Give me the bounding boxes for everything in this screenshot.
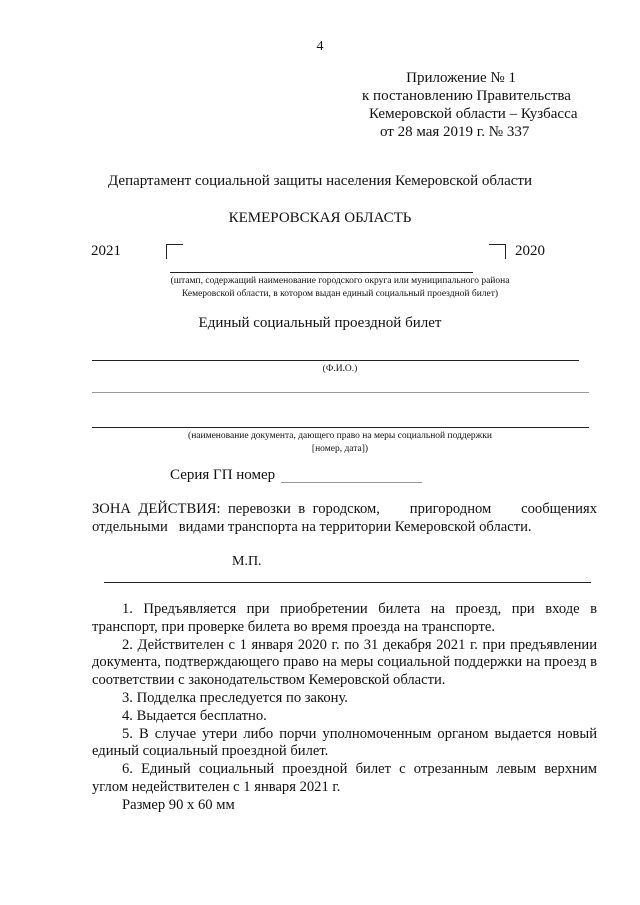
page-number: 4: [316, 39, 324, 54]
stamp-corner-right: [489, 244, 506, 259]
rules-list: [92, 601, 597, 815]
appendix-line-4: от 28 мая 2019 г. № 337: [380, 124, 530, 140]
year-right: 2020: [515, 243, 545, 259]
stamp-caption-2: Кемеровской области, в котором выдан единый социальный проездной билет): [181, 289, 499, 299]
stamp-caption-1: (штамп, содержащий наименование городского округа или муниципального района: [170, 276, 510, 286]
appendix-line-2: к постановлению Правительства: [362, 88, 571, 104]
zone-line-1: ЗОНА ДЕЙСТВИЯ: перевозки в городском, пригородном сообщениях: [92, 501, 597, 517]
region-name: КЕМЕРОВСКАЯ ОБЛАСТЬ: [228, 210, 412, 226]
size-note: Размер 90 х 60 мм: [122, 796, 235, 813]
rule-item: 4. Выдается бесплатно.: [122, 707, 267, 724]
department-name: Департамент социальной защиты населения Кемеровской области: [108, 173, 532, 189]
year-left: 2021: [91, 243, 121, 259]
document-line: [92, 427, 589, 428]
zone-line-2: отдельными видами транспорта на территории Кемеровской области.: [92, 519, 532, 535]
rule-item: 2. Действителен с 1 января 2020 г. по 31 декабря 2021 г. при предъявлении документа, подтверждающего право на меры социальной поддержки на проезд в соответствии с законодательством Кемеровской области.: [92, 636, 597, 689]
rule-item: 5. В случае утери либо порчи уполномоченным органом выдается новый единый социальный проездной билет.: [92, 725, 597, 760]
ticket-title: Единый социальный проездной билет: [198, 315, 442, 331]
document-caption-1: (наименование документа, дающего право на меры социальной поддержки: [188, 431, 492, 441]
rule-item: 6. Единый социальный проездной билет с отрезанным левым верхним углом недействителен с 1 января 2021 г.: [92, 761, 597, 795]
fio-line: [92, 360, 579, 361]
stamp-line: [170, 272, 473, 273]
fio-line-2: [92, 392, 589, 393]
stamp-place-label: М.П.: [232, 554, 262, 569]
document-caption-2: [номер, дата]): [311, 444, 369, 454]
series-label: Серия ГП номер: [170, 467, 276, 483]
stamp-corner-left: [166, 244, 183, 259]
rule-item: 1. Предъявляется при приобретении билета на проезд, при входе в транспорт, при проверке билета во время проезда на транспорте.: [92, 601, 597, 635]
separator-line: [104, 582, 591, 583]
rule-item: 3. Подделка преследуется по закону.: [122, 689, 348, 706]
appendix-line-1: Приложение № 1: [406, 70, 516, 86]
series-number-line: [281, 482, 422, 483]
appendix-line-3: Кемеровской области – Кузбасса: [369, 106, 578, 122]
fio-caption: (Ф.И.О.): [322, 364, 358, 374]
